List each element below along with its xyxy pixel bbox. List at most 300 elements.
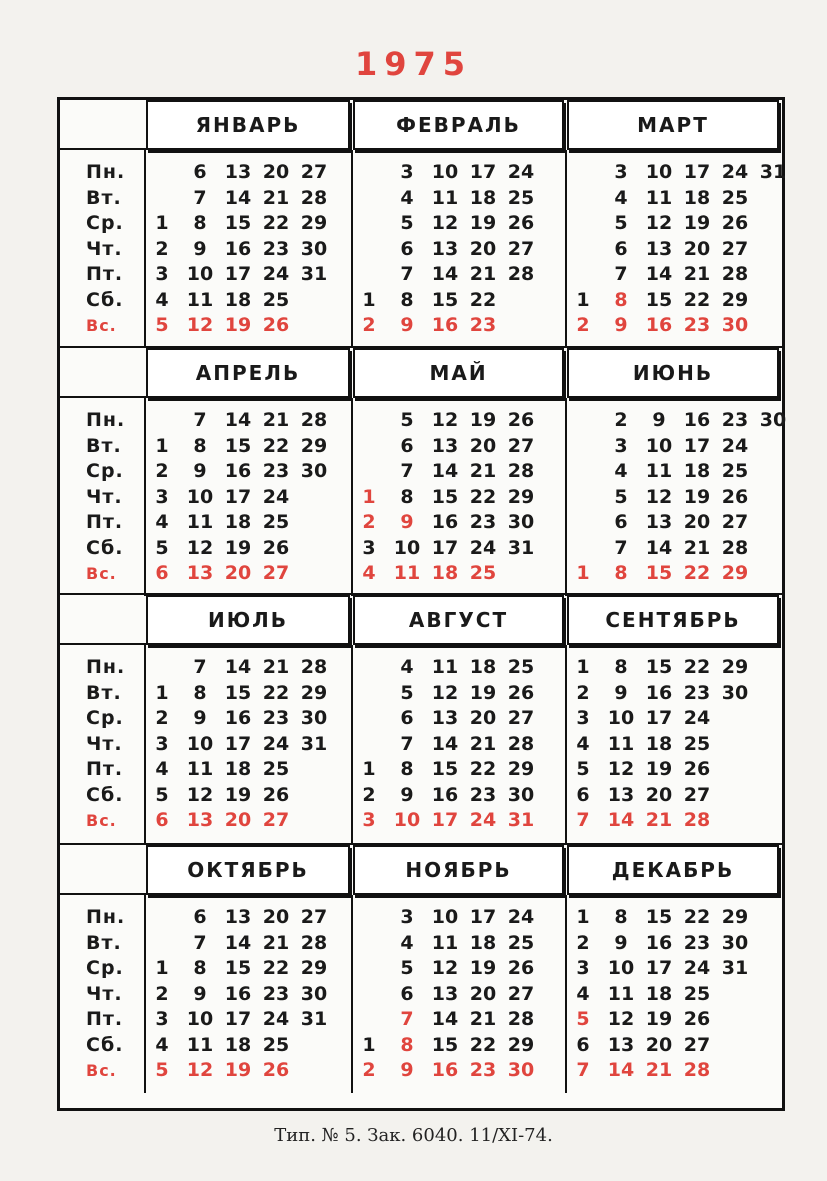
day-number: 22 bbox=[683, 906, 711, 928]
day-number: 31 bbox=[300, 732, 328, 755]
weekday-row bbox=[571, 510, 778, 536]
day-number: 27 bbox=[262, 809, 290, 831]
day-number: 12 bbox=[645, 212, 673, 234]
day-number: 1 bbox=[576, 288, 590, 311]
day-number: 15 bbox=[431, 1033, 459, 1056]
day-number: 22 bbox=[683, 288, 711, 311]
day-number: 18 bbox=[469, 931, 497, 954]
day-number: 9 bbox=[193, 237, 207, 260]
day-number: 10 bbox=[431, 906, 459, 928]
weekday-labels bbox=[86, 160, 125, 339]
day-number: 21 bbox=[469, 460, 497, 482]
month-days bbox=[571, 408, 787, 587]
day-number: 12 bbox=[645, 485, 673, 508]
day-number: 28 bbox=[507, 1008, 535, 1030]
day-number: 20 bbox=[645, 1033, 673, 1056]
weekday-row bbox=[571, 982, 778, 1008]
weekday-row bbox=[571, 561, 778, 587]
column-divider bbox=[351, 645, 353, 843]
weekday-row bbox=[357, 160, 563, 186]
day-number: 10 bbox=[186, 263, 214, 285]
day-number: 13 bbox=[224, 906, 252, 928]
day-number: 25 bbox=[262, 288, 290, 311]
day-number: 29 bbox=[300, 212, 328, 234]
day-number: 7 bbox=[614, 263, 628, 285]
column-divider bbox=[144, 645, 146, 843]
weekday-row bbox=[150, 288, 349, 314]
weekday-row bbox=[150, 313, 349, 339]
day-number: 3 bbox=[400, 906, 414, 928]
weekday-row bbox=[571, 237, 778, 263]
day-number: 4 bbox=[155, 288, 169, 311]
day-number: 15 bbox=[224, 681, 252, 704]
day-number: 17 bbox=[224, 485, 252, 508]
day-number: 9 bbox=[193, 460, 207, 482]
day-number: 1 bbox=[155, 957, 169, 979]
weekday-row bbox=[150, 160, 349, 186]
day-number: 17 bbox=[683, 161, 711, 183]
day-number: 24 bbox=[721, 161, 749, 183]
day-number: 6 bbox=[400, 434, 414, 457]
day-number: 22 bbox=[683, 562, 711, 584]
column-divider bbox=[351, 150, 353, 348]
day-number: 4 bbox=[614, 186, 628, 209]
weekday-row bbox=[357, 313, 563, 339]
quarter-divider bbox=[60, 593, 782, 595]
month-name: ЯНВАРЬ bbox=[146, 100, 350, 150]
day-number: 13 bbox=[645, 237, 673, 260]
day-number: 28 bbox=[507, 460, 535, 482]
day-number: 9 bbox=[400, 511, 414, 533]
day-number: 6 bbox=[193, 906, 207, 928]
day-number: 18 bbox=[224, 758, 252, 780]
day-number: 13 bbox=[645, 511, 673, 533]
month-name: АВГУСТ bbox=[353, 595, 564, 645]
weekday-label: Сб. bbox=[86, 536, 124, 559]
day-number: 10 bbox=[186, 732, 214, 755]
day-number: 20 bbox=[683, 237, 711, 260]
day-number: 3 bbox=[576, 957, 590, 979]
day-number: 20 bbox=[224, 809, 252, 831]
day-number: 6 bbox=[193, 161, 207, 183]
day-number: 15 bbox=[645, 562, 673, 584]
day-number: 1 bbox=[576, 656, 590, 678]
weekday-row bbox=[357, 982, 563, 1008]
day-number: 20 bbox=[469, 982, 497, 1005]
weekday-row bbox=[357, 510, 563, 536]
weekday-row bbox=[150, 211, 349, 237]
column-divider bbox=[144, 150, 146, 348]
day-number: 2 bbox=[576, 931, 590, 954]
day-number: 16 bbox=[431, 783, 459, 806]
day-number: 5 bbox=[614, 485, 628, 508]
day-number: 26 bbox=[507, 681, 535, 704]
weekday-row bbox=[357, 905, 563, 931]
day-number: 2 bbox=[362, 511, 376, 533]
weekday-row bbox=[150, 931, 349, 957]
day-number: 18 bbox=[224, 511, 252, 533]
day-number: 9 bbox=[614, 931, 628, 954]
weekday-row bbox=[571, 211, 778, 237]
day-number: 24 bbox=[469, 536, 497, 559]
weekday-row bbox=[571, 655, 778, 681]
day-number: 15 bbox=[431, 288, 459, 311]
day-number: 3 bbox=[155, 732, 169, 755]
day-number: 19 bbox=[683, 485, 711, 508]
day-number: 4 bbox=[400, 931, 414, 954]
day-number: 22 bbox=[262, 681, 290, 704]
day-number: 11 bbox=[186, 511, 214, 533]
weekday-row bbox=[150, 681, 349, 707]
day-number: 7 bbox=[400, 1008, 414, 1030]
day-number: 19 bbox=[469, 681, 497, 704]
day-number: 5 bbox=[400, 212, 414, 234]
weekday-row bbox=[150, 408, 349, 434]
weekday-row bbox=[150, 706, 349, 732]
weekday-label: Пт. bbox=[86, 511, 124, 533]
day-number: 12 bbox=[186, 783, 214, 806]
month-days bbox=[357, 160, 563, 339]
day-number: 25 bbox=[507, 656, 535, 678]
day-number: 28 bbox=[721, 263, 749, 285]
weekday-row bbox=[357, 783, 563, 809]
day-number: 10 bbox=[186, 485, 214, 508]
weekday-label: Ср. bbox=[86, 707, 124, 729]
weekday-row bbox=[357, 655, 563, 681]
day-number: 9 bbox=[652, 409, 666, 431]
day-number: 6 bbox=[400, 707, 414, 729]
weekday-row bbox=[571, 905, 778, 931]
day-number: 4 bbox=[614, 460, 628, 482]
day-number: 16 bbox=[431, 1059, 459, 1081]
day-number: 18 bbox=[469, 656, 497, 678]
day-number: 15 bbox=[645, 906, 673, 928]
day-number: 17 bbox=[224, 1008, 252, 1030]
day-number: 24 bbox=[683, 957, 711, 979]
day-number: 16 bbox=[224, 237, 252, 260]
day-number: 7 bbox=[193, 409, 207, 431]
weekday-row bbox=[357, 262, 563, 288]
weekday-label: Пт. bbox=[86, 263, 124, 285]
day-number: 5 bbox=[155, 783, 169, 806]
day-number: 29 bbox=[507, 485, 535, 508]
month-name: СЕНТЯБРЬ bbox=[567, 595, 779, 645]
weekday-row bbox=[571, 288, 778, 314]
day-number: 14 bbox=[224, 186, 252, 209]
weekday-label: Ср. bbox=[86, 957, 124, 979]
day-number: 6 bbox=[576, 783, 590, 806]
day-number: 27 bbox=[683, 783, 711, 806]
weekday-row bbox=[571, 408, 787, 434]
day-number: 7 bbox=[400, 732, 414, 755]
day-number: 7 bbox=[400, 460, 414, 482]
day-number: 8 bbox=[400, 758, 414, 780]
header-spacer bbox=[60, 595, 146, 645]
day-number: 28 bbox=[300, 409, 328, 431]
weekday-labels bbox=[86, 655, 125, 834]
day-number: 25 bbox=[683, 732, 711, 755]
day-number: 23 bbox=[469, 314, 497, 336]
month-name: ИЮНЬ bbox=[567, 348, 779, 398]
weekday-row bbox=[571, 732, 778, 758]
day-number: 7 bbox=[193, 186, 207, 209]
day-number: 30 bbox=[721, 681, 749, 704]
day-number: 8 bbox=[193, 434, 207, 457]
day-number: 9 bbox=[614, 314, 628, 336]
day-number: 14 bbox=[431, 263, 459, 285]
day-number: 22 bbox=[469, 288, 497, 311]
weekday-label: Сб. bbox=[86, 288, 124, 311]
day-number: 26 bbox=[721, 485, 749, 508]
weekday-row bbox=[150, 186, 349, 212]
weekday-row bbox=[571, 186, 778, 212]
day-number: 3 bbox=[614, 161, 628, 183]
weekday-row bbox=[571, 681, 778, 707]
day-number: 29 bbox=[721, 656, 749, 678]
day-number: 10 bbox=[186, 1008, 214, 1030]
year-title: 1975 bbox=[354, 45, 473, 83]
weekday-row bbox=[571, 313, 778, 339]
day-number: 13 bbox=[431, 707, 459, 729]
weekday-label: Пн. bbox=[86, 409, 126, 431]
day-number: 8 bbox=[193, 681, 207, 704]
day-number: 6 bbox=[400, 982, 414, 1005]
day-number: 26 bbox=[262, 1059, 290, 1081]
weekday-row bbox=[150, 1058, 349, 1084]
day-number: 29 bbox=[300, 957, 328, 979]
day-number: 7 bbox=[193, 931, 207, 954]
day-number: 9 bbox=[400, 783, 414, 806]
day-number: 30 bbox=[721, 314, 749, 336]
day-number: 30 bbox=[300, 237, 328, 260]
day-number: 17 bbox=[645, 707, 673, 729]
day-number: 13 bbox=[186, 809, 214, 831]
weekday-row bbox=[150, 459, 349, 485]
day-number: 31 bbox=[300, 1008, 328, 1030]
quarter-divider bbox=[60, 346, 782, 348]
day-number: 12 bbox=[431, 957, 459, 979]
day-number: 1 bbox=[155, 434, 169, 457]
quarter-row bbox=[60, 348, 787, 596]
day-number: 17 bbox=[431, 809, 459, 831]
weekday-row bbox=[357, 561, 563, 587]
weekday-label: Пн. bbox=[86, 161, 126, 183]
day-number: 5 bbox=[614, 212, 628, 234]
month-days bbox=[150, 905, 349, 1084]
day-number: 6 bbox=[155, 809, 169, 831]
day-number: 4 bbox=[155, 511, 169, 533]
day-number: 10 bbox=[645, 434, 673, 457]
weekday-row bbox=[150, 485, 349, 511]
day-number: 23 bbox=[469, 1059, 497, 1081]
month-days bbox=[571, 160, 787, 339]
day-number: 9 bbox=[614, 681, 628, 704]
weekday-row bbox=[571, 262, 778, 288]
day-number: 14 bbox=[607, 1059, 635, 1081]
day-number: 3 bbox=[362, 809, 376, 831]
day-number: 23 bbox=[262, 460, 290, 482]
day-number: 28 bbox=[683, 809, 711, 831]
day-number: 27 bbox=[507, 982, 535, 1005]
day-number: 30 bbox=[300, 982, 328, 1005]
day-number: 21 bbox=[262, 931, 290, 954]
column-divider bbox=[351, 398, 353, 596]
day-number: 12 bbox=[431, 409, 459, 431]
day-number: 15 bbox=[431, 758, 459, 780]
day-number: 7 bbox=[576, 1059, 590, 1081]
day-number: 26 bbox=[507, 409, 535, 431]
day-number: 26 bbox=[507, 212, 535, 234]
weekday-label: Чт. bbox=[86, 485, 123, 508]
day-number: 1 bbox=[155, 212, 169, 234]
day-number: 14 bbox=[431, 1008, 459, 1030]
day-number: 5 bbox=[155, 314, 169, 336]
day-number: 16 bbox=[224, 982, 252, 1005]
day-number: 1 bbox=[576, 562, 590, 584]
day-number: 24 bbox=[507, 161, 535, 183]
day-number: 6 bbox=[155, 562, 169, 584]
day-number: 23 bbox=[262, 237, 290, 260]
day-number: 3 bbox=[400, 161, 414, 183]
weekday-row bbox=[150, 905, 349, 931]
day-number: 22 bbox=[683, 656, 711, 678]
weekday-row bbox=[357, 956, 563, 982]
header-spacer bbox=[60, 845, 146, 895]
day-number: 6 bbox=[614, 237, 628, 260]
weekday-row bbox=[150, 561, 349, 587]
weekday-row bbox=[150, 783, 349, 809]
day-number: 17 bbox=[469, 161, 497, 183]
day-number: 20 bbox=[262, 161, 290, 183]
day-number: 19 bbox=[224, 314, 252, 336]
day-number: 8 bbox=[614, 656, 628, 678]
day-number: 28 bbox=[683, 1059, 711, 1081]
day-number: 19 bbox=[645, 1008, 673, 1030]
day-number: 8 bbox=[193, 212, 207, 234]
day-number: 23 bbox=[469, 783, 497, 806]
day-number: 1 bbox=[362, 288, 376, 311]
day-number: 18 bbox=[224, 1033, 252, 1056]
day-number: 20 bbox=[224, 562, 252, 584]
day-number: 23 bbox=[262, 707, 290, 729]
column-divider bbox=[351, 895, 353, 1093]
month-days bbox=[357, 905, 563, 1084]
day-number: 30 bbox=[507, 1059, 535, 1081]
day-number: 17 bbox=[431, 536, 459, 559]
day-number: 4 bbox=[576, 982, 590, 1005]
weekday-row bbox=[150, 1033, 349, 1059]
weekday-row bbox=[357, 706, 563, 732]
column-divider bbox=[565, 398, 567, 596]
day-number: 25 bbox=[262, 1033, 290, 1056]
day-number: 23 bbox=[683, 681, 711, 704]
day-number: 14 bbox=[645, 263, 673, 285]
month-name: МАРТ bbox=[567, 100, 779, 150]
month-name: ФЕВРАЛЬ bbox=[353, 100, 564, 150]
month-days bbox=[357, 655, 563, 834]
day-number: 2 bbox=[576, 681, 590, 704]
day-number: 15 bbox=[431, 485, 459, 508]
day-number: 26 bbox=[721, 212, 749, 234]
day-number: 29 bbox=[721, 906, 749, 928]
day-number: 25 bbox=[507, 931, 535, 954]
weekday-row bbox=[150, 982, 349, 1008]
day-number: 17 bbox=[683, 434, 711, 457]
weekday-label: Пн. bbox=[86, 906, 126, 928]
day-number: 15 bbox=[224, 212, 252, 234]
day-number: 31 bbox=[721, 957, 749, 979]
day-number: 14 bbox=[431, 732, 459, 755]
month-name: НОЯБРЬ bbox=[353, 845, 564, 895]
day-number: 29 bbox=[507, 758, 535, 780]
day-number: 19 bbox=[683, 212, 711, 234]
day-number: 4 bbox=[362, 562, 376, 584]
quarter-row bbox=[60, 595, 782, 843]
day-number: 18 bbox=[683, 460, 711, 482]
weekday-label: Чт. bbox=[86, 732, 123, 755]
day-number: 11 bbox=[645, 460, 673, 482]
day-number: 14 bbox=[645, 536, 673, 559]
day-number: 24 bbox=[262, 1008, 290, 1030]
day-number: 2 bbox=[362, 783, 376, 806]
day-number: 23 bbox=[469, 511, 497, 533]
day-number: 26 bbox=[262, 314, 290, 336]
weekday-row bbox=[571, 956, 778, 982]
day-number: 24 bbox=[683, 707, 711, 729]
day-number: 12 bbox=[431, 212, 459, 234]
day-number: 7 bbox=[614, 536, 628, 559]
day-number: 25 bbox=[262, 511, 290, 533]
day-number: 5 bbox=[576, 758, 590, 780]
day-number: 30 bbox=[300, 707, 328, 729]
day-number: 9 bbox=[400, 1059, 414, 1081]
weekday-row bbox=[357, 186, 563, 212]
day-number: 10 bbox=[645, 161, 673, 183]
day-number: 15 bbox=[645, 288, 673, 311]
day-number: 22 bbox=[262, 434, 290, 457]
day-number: 14 bbox=[607, 809, 635, 831]
day-number: 28 bbox=[507, 732, 535, 755]
day-number: 28 bbox=[721, 536, 749, 559]
day-number: 14 bbox=[224, 656, 252, 678]
weekday-row bbox=[357, 408, 563, 434]
day-number: 8 bbox=[193, 957, 207, 979]
weekday-row bbox=[150, 1007, 349, 1033]
day-number: 12 bbox=[186, 314, 214, 336]
day-number: 21 bbox=[683, 263, 711, 285]
day-number: 30 bbox=[507, 511, 535, 533]
day-number: 20 bbox=[645, 783, 673, 806]
day-number: 13 bbox=[224, 161, 252, 183]
month-days bbox=[150, 655, 349, 834]
day-number: 21 bbox=[469, 732, 497, 755]
day-number: 16 bbox=[224, 460, 252, 482]
weekday-row bbox=[150, 757, 349, 783]
day-number: 5 bbox=[155, 1059, 169, 1081]
day-number: 5 bbox=[576, 1008, 590, 1030]
weekday-row bbox=[571, 706, 778, 732]
day-number: 30 bbox=[721, 931, 749, 954]
day-number: 10 bbox=[393, 809, 421, 831]
weekday-label: Вт. bbox=[86, 931, 122, 954]
day-number: 13 bbox=[431, 237, 459, 260]
day-number: 11 bbox=[186, 1033, 214, 1056]
month-days bbox=[357, 408, 563, 587]
day-number: 10 bbox=[607, 957, 635, 979]
weekday-label: Пн. bbox=[86, 656, 126, 678]
day-number: 21 bbox=[645, 809, 673, 831]
weekday-row bbox=[150, 510, 349, 536]
